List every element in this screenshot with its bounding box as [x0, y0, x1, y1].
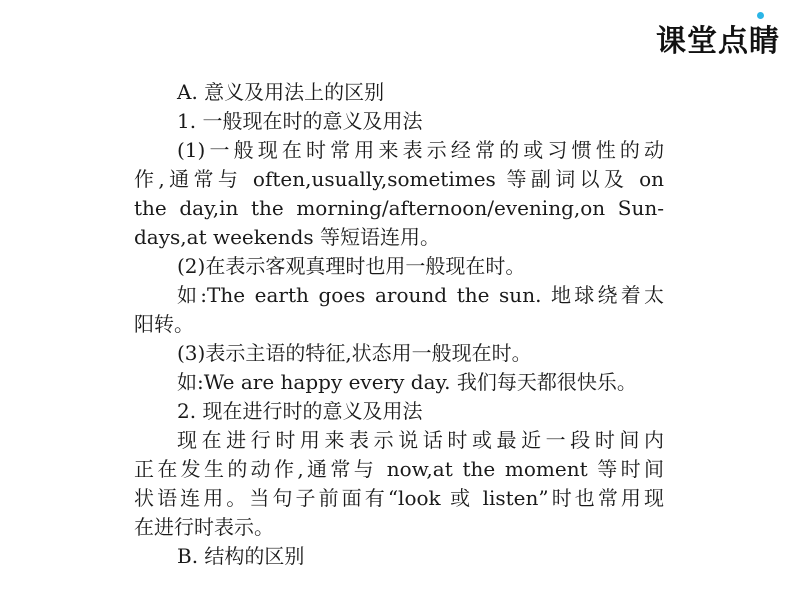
paragraph-line: 在进行时表示。	[134, 515, 274, 539]
paragraph-line: (2)在表示客观真理时也用一般现在时。	[177, 254, 526, 278]
heading-2: 2. 现在进行时的意义及用法	[177, 399, 423, 423]
paragraph-line: (1)一般现在时常用来表示经常的或习惯性的动	[177, 138, 664, 162]
heading-b: B. 结构的区别	[177, 544, 305, 568]
paragraph-line: 正在发生的动作,通常与 now,at the moment 等时间	[134, 457, 664, 481]
example-line: 如:We are happy every day. 我们每天都很快乐。	[177, 370, 637, 394]
paragraph-line: (3)表示主语的特征,状态用一般现在时。	[177, 341, 532, 365]
tag-accent-dot	[757, 12, 764, 19]
paragraph-line: 状语连用。当句子前面有“look 或 listen”时也常用现	[134, 486, 664, 510]
text-body	[134, 78, 664, 571]
example-line: 如:The earth goes around the sun. 地球绕着太	[177, 283, 664, 307]
paragraph-line: the day,in the morning/afternoon/evening,on Sun-	[134, 196, 664, 220]
paragraph-line: 作,通常与 often,usually,sometimes 等副词以及 on	[134, 167, 664, 191]
heading-a: A. 意义及用法上的区别	[177, 80, 385, 104]
section-tag: 课堂点睛	[656, 24, 780, 59]
paragraph-line: days,at weekends 等短语连用。	[134, 225, 441, 249]
heading-1: 1. 一般现在时的意义及用法	[177, 109, 423, 133]
example-line: 阳转。	[134, 312, 194, 336]
paragraph-line: 现在进行时用来表示说话时或最近一段时间内	[177, 428, 664, 452]
